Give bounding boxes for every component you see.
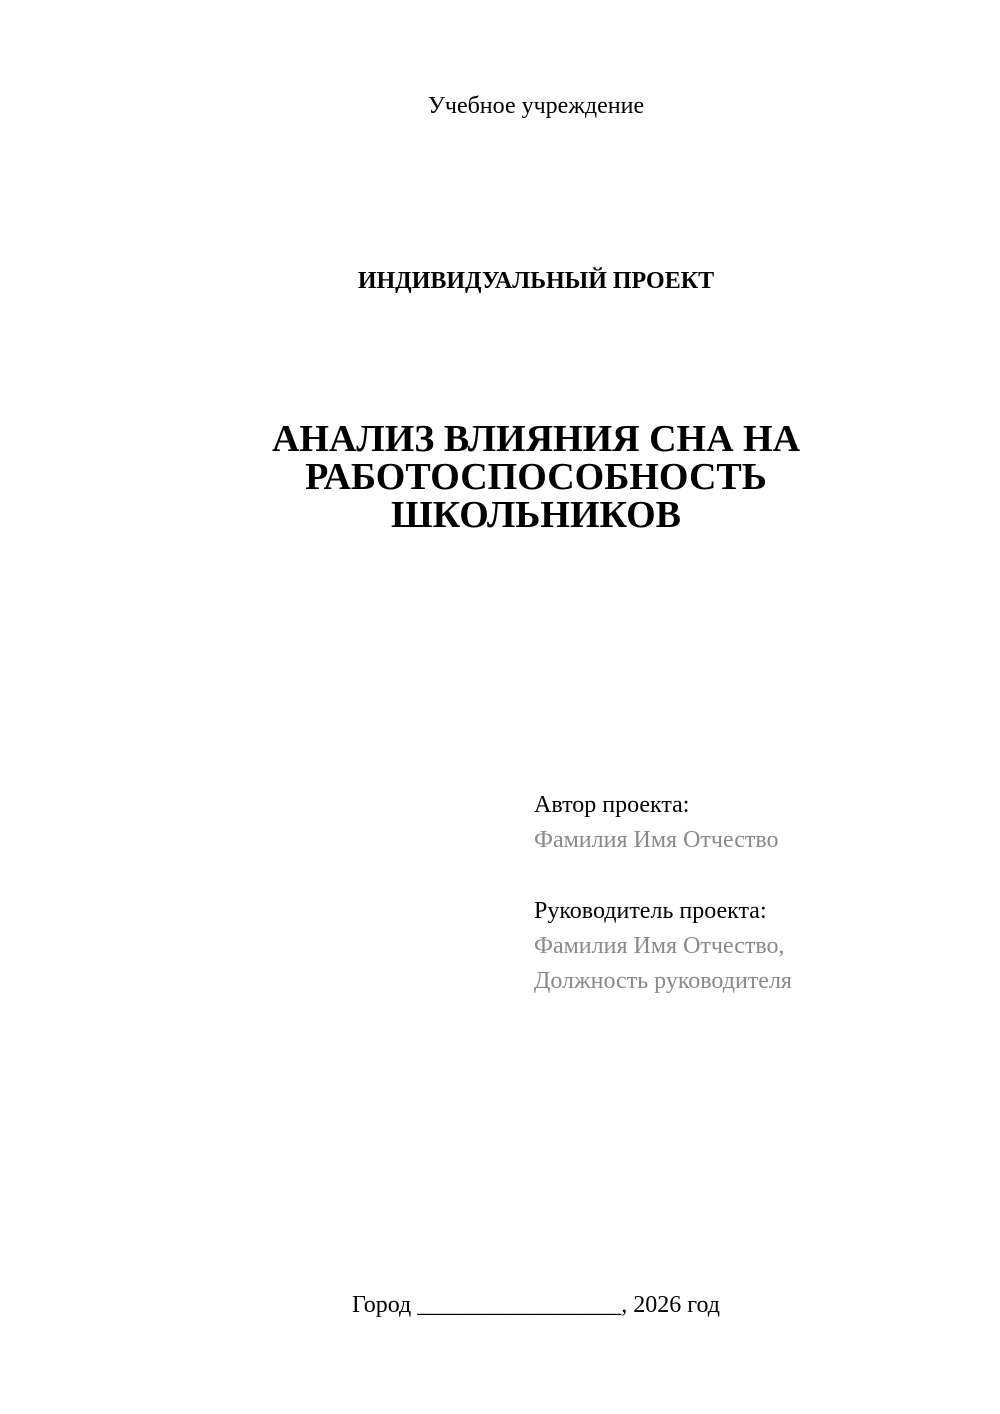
document-type-heading: ИНДИВИДУАЛЬНЫЙ ПРОЕКТ	[357, 268, 715, 294]
supervisor-label: Руководитель проекта:	[534, 898, 767, 924]
author-label: Автор проекта:	[534, 792, 690, 818]
project-title	[0, 420, 1000, 534]
project-title-line-3: ШКОЛЬНИКОВ	[390, 494, 682, 536]
credits-spacer	[534, 858, 954, 894]
city-year-line: Город _________________, 2026 год	[351, 1292, 721, 1318]
project-title-line-1: АНАЛИЗ ВЛИЯНИЯ СНА НА	[271, 418, 801, 460]
supervisor-name: Фамилия Имя Отчество,	[534, 933, 785, 959]
author-name: Фамилия Имя Отчество	[534, 827, 779, 853]
credits-block	[534, 788, 954, 999]
institution-name: Учебное учреждение	[427, 93, 645, 119]
project-title-line-2: РАБОТОСПОСОБНОСТЬ	[305, 456, 767, 498]
supervisor-position: Должность руководителя	[534, 968, 792, 994]
